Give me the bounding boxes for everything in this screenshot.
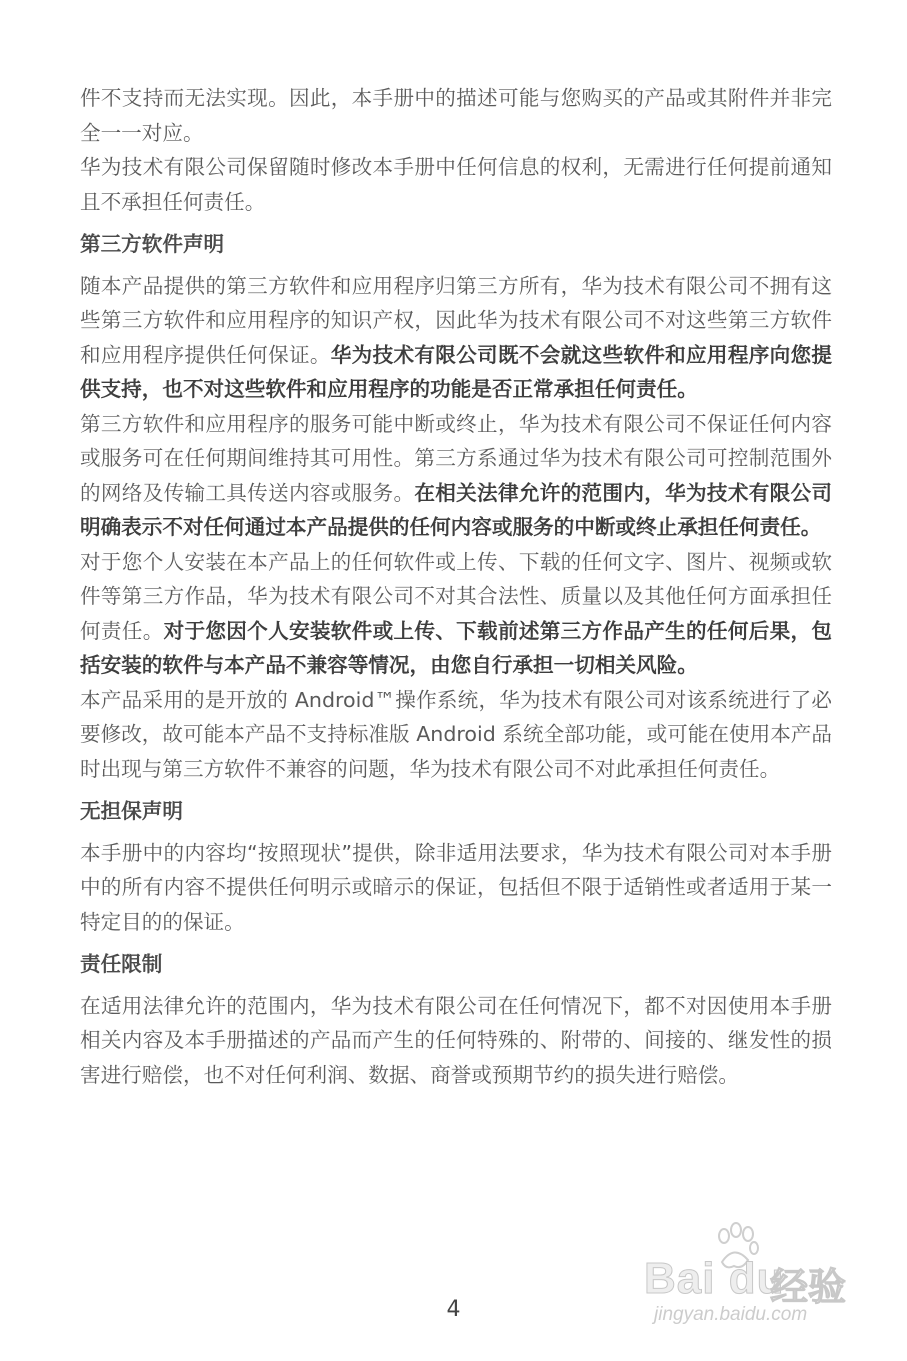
page-number: 4 xyxy=(446,1297,461,1322)
third-party-ownership-text: 随本产品提供的第三方软件和应用程序归第三方所有，华为技术有限公司不拥有这些第三方软件和应用程序的知识产权，因此华为技术有限公司不对这些第三方软件和应用程序提供任何保证。 xyxy=(80,273,832,367)
user-installed-content-paragraph xyxy=(80,545,832,683)
heading-third-party-software: 第三方软件声明 xyxy=(80,232,225,256)
heading-liability-limit: 责任限制 xyxy=(80,952,163,976)
modification-rights-paragraph: 华为技术有限公司保留随时修改本手册中任何信息的权利，无需进行任何提前通知且不承担任何责任。 xyxy=(80,155,832,214)
intro-paragraph-continued: 件不支持而无法实现。因此，本手册中的描述可能与您购买的产品或其附件并非完全一一对应。 xyxy=(80,86,832,145)
baidu-jingyan-watermark xyxy=(640,1222,870,1332)
heading-no-warranty: 无担保声明 xyxy=(80,799,183,823)
android-os-paragraph: 本产品采用的是开放的 Android™操作系统，华为技术有限公司对该系统进行了必要修改，故可能本产品不支持标准版 Android 系统全部功能，或可能在使用本产品时出现与第三方软件不兼容的问题，华为技术有限公司不对此承担任何责任。 xyxy=(80,687,832,781)
third-party-service-paragraph xyxy=(80,407,832,545)
third-party-service-bold: 在相关法律允许的范围内，华为技术有限公司明确表示不对任何通过本产品提供的任何内容或服务的中断或终止承担任何责任。 xyxy=(80,480,833,539)
liability-limit-paragraph: 在适用法律允许的范围内，华为技术有限公司在任何情况下，都不对因使用本手册相关内容及本手册描述的产品而产生的任何特殊的、附带的、间接的、继发性的损害进行赔偿，也不对任何利润、数据、商誉或预期节约的损失进行赔偿。 xyxy=(80,993,832,1087)
watermark-url: jingyan.baidu.com xyxy=(654,1304,808,1325)
baidu-logo-text: Bai du xyxy=(644,1254,785,1303)
jingyan-text: 经验 xyxy=(770,1267,847,1309)
document-page xyxy=(80,81,832,1092)
user-installed-content-text: 对于您个人安装在本产品上的任何软件或上传、下载的任何文字、图片、视频或软件等第三方作品，华为技术有限公司不对其合法性、质量以及其他任何方面承担任何责任。 xyxy=(80,549,832,643)
third-party-ownership-paragraph xyxy=(80,269,832,407)
no-warranty-paragraph: 本手册中的内容均“按照现状”提供，除非适用法要求，华为技术有限公司对本手册中的所有内容不提供任何明示或暗示的保证，包括但不限于适销性或者适用于某一特定目的的保证。 xyxy=(80,840,832,934)
third-party-service-text: 第三方软件和应用程序的服务可能中断或终止，华为技术有限公司不保证任何内容或服务可在任何期间维持其可用性。第三方系通过华为技术有限公司可控制范围外的网络及传输工具传送内容或服务。 xyxy=(80,411,832,505)
user-installed-content-bold: 对于您因个人安装软件或上传、下载前述第三方作品产生的任何后果，包括安装的软件与本产品不兼容等情况，由您自行承担一切相关风险。 xyxy=(80,618,833,677)
third-party-support-bold: 华为技术有限公司既不会就这些软件和应用程序向您提供支持，也不对这些软件和应用程序的功能是否正常承担任何责任。 xyxy=(80,342,833,401)
